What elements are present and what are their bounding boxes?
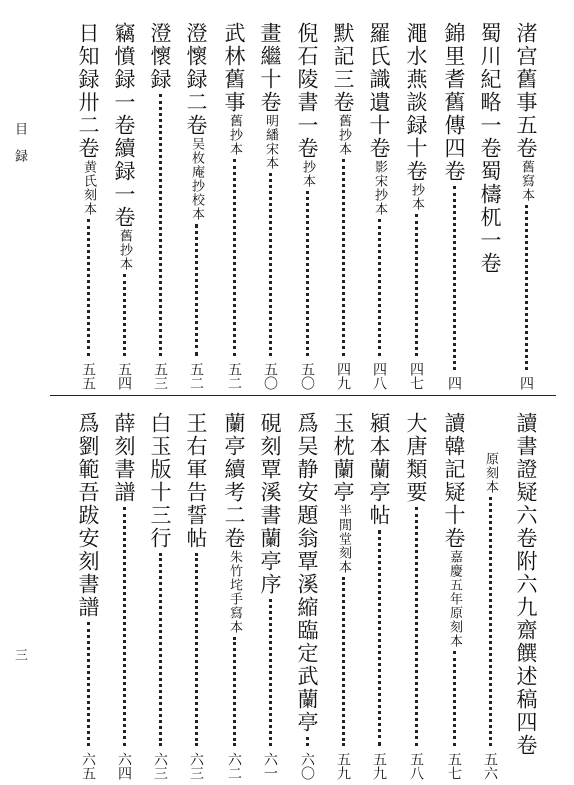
entry-title: 澄懷録二卷 bbox=[184, 22, 208, 137]
edition-note: 影宋抄本 bbox=[372, 160, 387, 216]
page-number: 四 bbox=[446, 376, 462, 390]
toc-entry bbox=[178, 22, 214, 390]
edition-note: 舊抄本 bbox=[117, 229, 132, 271]
dot-leader bbox=[123, 274, 126, 356]
dot-leader bbox=[87, 219, 90, 356]
entry-title: 澠水燕談録十卷 bbox=[404, 22, 428, 183]
entry-title: 蜀川紀略一卷蜀檮杌一卷 bbox=[478, 22, 502, 275]
entry-title: 大唐類要 bbox=[404, 412, 428, 504]
dot-leader bbox=[269, 599, 272, 746]
edition-note: 明繙宋本 bbox=[263, 114, 278, 170]
page-number: 六一 bbox=[262, 752, 278, 780]
dot-leader bbox=[378, 530, 381, 746]
toc-entry bbox=[142, 22, 178, 390]
page-number: 四七 bbox=[408, 362, 424, 390]
toc-entry bbox=[216, 412, 252, 780]
dot-leader bbox=[195, 224, 198, 356]
toc-entry bbox=[106, 412, 142, 780]
toc-entry bbox=[508, 22, 544, 390]
page-number: 五五 bbox=[80, 362, 96, 390]
dot-leader bbox=[87, 622, 90, 746]
toc-entry bbox=[325, 412, 361, 780]
page-number: 五二 bbox=[188, 362, 204, 390]
toc-entry bbox=[361, 22, 397, 390]
dot-leader bbox=[415, 214, 418, 356]
entry-title: 爲劉範吾跋安刻書譜 bbox=[76, 412, 100, 619]
dot-leader bbox=[453, 186, 456, 370]
toc-entry bbox=[70, 22, 106, 390]
toc-entry bbox=[436, 22, 472, 390]
toc-entry bbox=[472, 22, 508, 390]
running-title: 目録 bbox=[12, 122, 27, 176]
dot-leader bbox=[378, 219, 381, 356]
entry-title: 倪石陵書一卷 bbox=[295, 22, 319, 160]
dot-leader bbox=[525, 205, 528, 370]
page-number: 六三 bbox=[152, 752, 168, 780]
page-number: 五三 bbox=[152, 362, 168, 390]
page-number: 六〇 bbox=[299, 752, 315, 780]
page-number: 六三 bbox=[188, 752, 204, 780]
entry-title: 羅氏識遺十卷 bbox=[367, 22, 391, 160]
entry-title: 王右軍告誓帖 bbox=[184, 412, 208, 550]
page-number: 五四 bbox=[116, 362, 132, 390]
entry-title: 硯刻覃溪書蘭亭序 bbox=[258, 412, 282, 596]
toc-entry bbox=[106, 22, 142, 390]
edition-note: 半閒堂刻本 bbox=[336, 504, 351, 574]
page-number: 五八 bbox=[408, 752, 424, 780]
page-number: 四 bbox=[518, 376, 534, 390]
toc-entry bbox=[361, 412, 397, 780]
dot-leader bbox=[159, 94, 162, 356]
page-number: 五〇 bbox=[262, 362, 278, 390]
toc-entry bbox=[252, 412, 288, 780]
dot-leader bbox=[415, 507, 418, 746]
dot-leader bbox=[306, 737, 309, 746]
toc-entry bbox=[472, 412, 508, 780]
dot-leader bbox=[269, 173, 272, 356]
toc-entry bbox=[289, 412, 325, 780]
toc-entry bbox=[289, 22, 325, 390]
edition-note: 原刻本 bbox=[483, 452, 498, 494]
dot-leader bbox=[233, 159, 236, 356]
page-number: 五九 bbox=[371, 752, 387, 780]
page-number: 六五 bbox=[80, 752, 96, 780]
dot-leader bbox=[159, 553, 162, 746]
page-number: 五〇 bbox=[299, 362, 315, 390]
entry-title: 渚宫舊事五卷 bbox=[514, 22, 538, 160]
entry-title: 默記三卷 bbox=[331, 22, 355, 114]
edition-note: 舊抄本 bbox=[336, 114, 351, 156]
edition-note: 抄本 bbox=[409, 183, 424, 211]
dot-leader bbox=[306, 191, 309, 356]
entry-title: 日知録卅二卷 bbox=[76, 22, 100, 160]
toc-entry bbox=[398, 412, 434, 780]
toc-entry bbox=[178, 412, 214, 780]
toc-entry bbox=[252, 22, 288, 390]
toc-entry bbox=[70, 412, 106, 780]
entry-title: 潁本蘭亭帖 bbox=[367, 412, 391, 527]
dot-leader bbox=[453, 651, 456, 746]
toc-entry bbox=[398, 22, 434, 390]
page-number: 四八 bbox=[371, 362, 387, 390]
edition-note: 嘉慶五年原刻本 bbox=[447, 550, 462, 648]
page-number: 五九 bbox=[335, 752, 351, 780]
edition-note: 黄氏刻本 bbox=[81, 160, 96, 216]
folio-number: 三 bbox=[12, 648, 27, 661]
edition-note: 吴枚庵抄校本 bbox=[189, 137, 204, 221]
entry-title: 讀韓記疑十卷 bbox=[442, 412, 466, 550]
entry-title: 竊憤録一卷續録一卷 bbox=[112, 22, 136, 229]
dot-leader bbox=[489, 497, 492, 746]
edition-note: 抄本 bbox=[300, 160, 315, 188]
page-number: 六二 bbox=[226, 752, 242, 780]
edition-note: 舊抄本 bbox=[227, 114, 242, 156]
page-number: 五二 bbox=[226, 362, 242, 390]
entry-title: 爲吴静安題翁覃溪縮臨定武蘭亭 bbox=[295, 412, 319, 734]
entry-title: 武林舊事 bbox=[222, 22, 246, 114]
entry-title: 畫繼十卷 bbox=[258, 22, 282, 114]
toc-entry bbox=[325, 22, 361, 390]
edition-note: 朱竹垞手寫本 bbox=[227, 550, 242, 634]
entry-title: 錦里耆舊傳四卷 bbox=[442, 22, 466, 183]
section-divider bbox=[50, 395, 556, 396]
dot-leader bbox=[342, 577, 345, 746]
dot-leader bbox=[233, 637, 236, 746]
dot-leader bbox=[123, 507, 126, 746]
toc-entry bbox=[436, 412, 472, 780]
entry-title: 讀書證疑六卷附六九齋饌述稿四卷 bbox=[514, 412, 538, 757]
dot-leader bbox=[195, 553, 198, 746]
page-number: 五七 bbox=[446, 752, 462, 780]
entry-title: 白玉版十三行 bbox=[148, 412, 172, 550]
toc-entry bbox=[508, 412, 544, 780]
toc-entry bbox=[142, 412, 178, 780]
edition-note: 舊寫本 bbox=[519, 160, 534, 202]
page-number: 四九 bbox=[335, 362, 351, 390]
page-number: 六四 bbox=[116, 752, 132, 780]
entry-title: 玉枕蘭亭 bbox=[331, 412, 355, 504]
page-number: 五六 bbox=[482, 752, 498, 780]
dot-leader bbox=[342, 159, 345, 356]
toc-entry bbox=[216, 22, 252, 390]
entry-title: 薛刻書譜 bbox=[112, 412, 136, 504]
entry-title: 蘭亭續考二卷 bbox=[222, 412, 246, 550]
entry-title: 澄懷録 bbox=[148, 22, 172, 91]
